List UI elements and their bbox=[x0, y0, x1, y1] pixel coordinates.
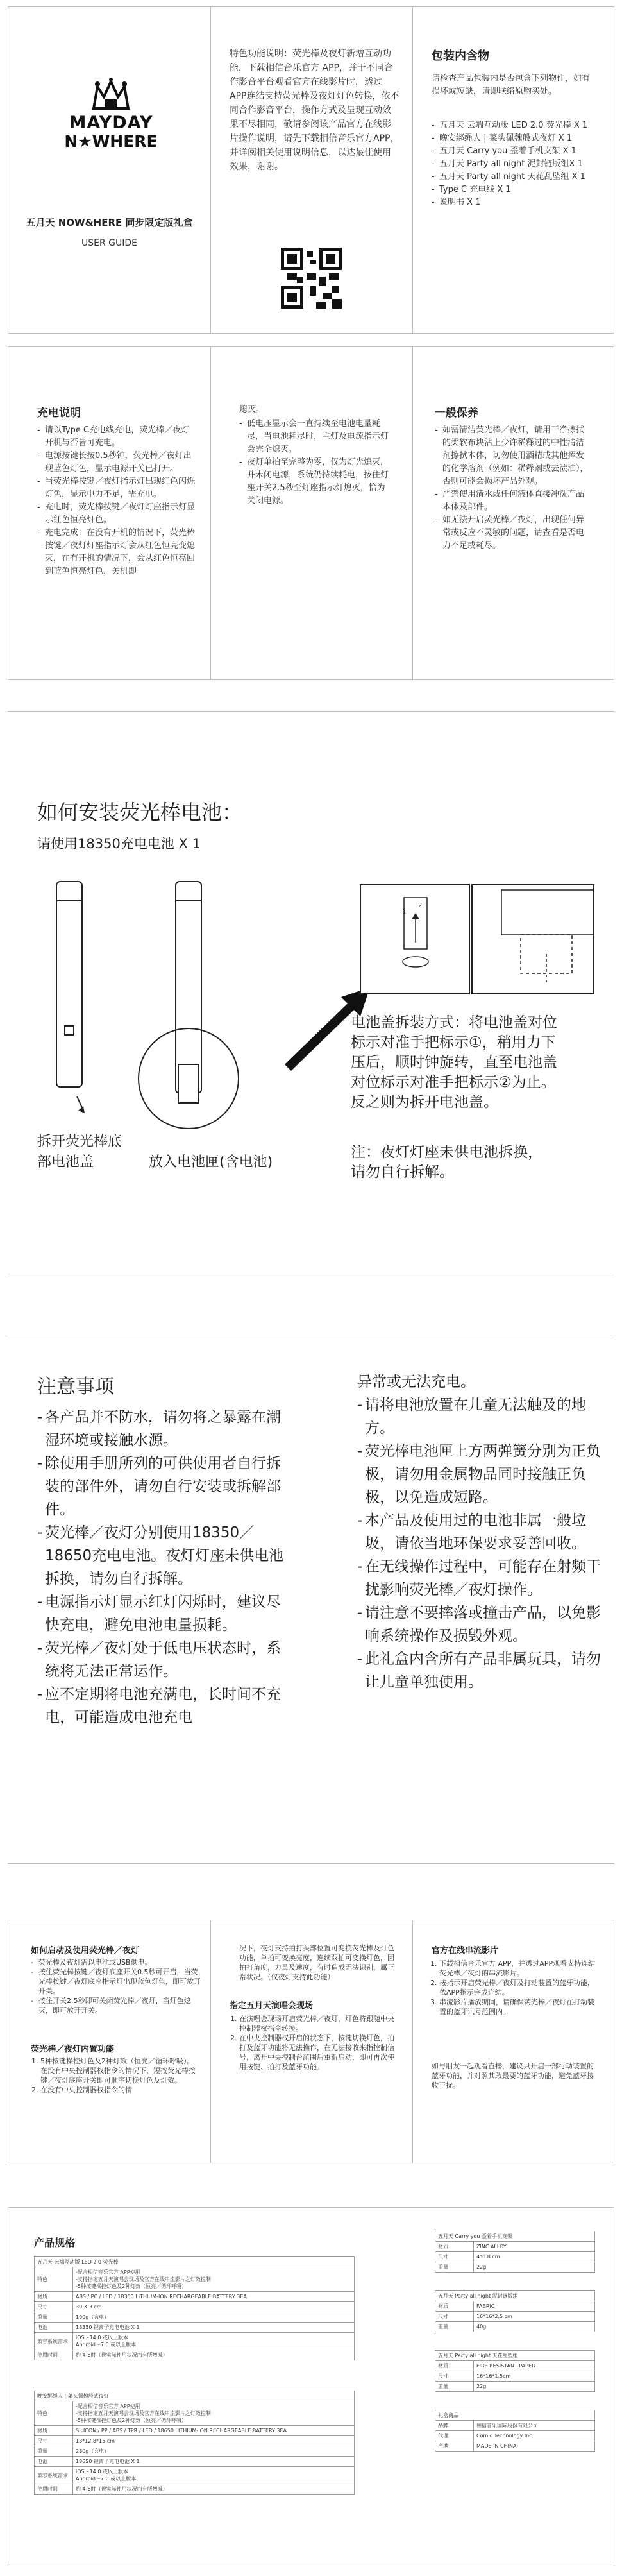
table-header-cell: 五月天 云端互动版 LED 2.0 荧光棒 bbox=[35, 2257, 355, 2267]
table-label-cell: 品牌 bbox=[435, 2421, 474, 2431]
spec-table-1 bbox=[34, 2256, 355, 2360]
table-value-cell: SILICON / PP / ABS / TPR / LED / 18650 LITHIUM-ION RECHARGEABLE BATTERY 3EA bbox=[73, 2426, 355, 2436]
table-row bbox=[35, 2457, 355, 2467]
list-item: - 低电压显示会一直持续至电池电量耗尽，当电池耗尽时，主灯及电源指示灯会完全熄灭。 bbox=[239, 418, 393, 456]
table-header-cell: 晚安绑绳人 | 菜头佩魏般式夜灯 bbox=[35, 2391, 355, 2401]
specs-title: 产品规格 bbox=[34, 2237, 76, 2249]
list-item: - 五月天 Party all night 天花乱坠组 X 1 bbox=[432, 171, 595, 183]
table-row bbox=[35, 2467, 355, 2484]
table-label-cell: 兼容系统需求 bbox=[35, 2333, 73, 2350]
charge-title: 充电说明 bbox=[37, 407, 81, 420]
table-header-cell: 五月天 Carry you 歪着手机支架 bbox=[435, 2231, 595, 2242]
table-row bbox=[35, 2312, 355, 2323]
charge-list-2 bbox=[239, 418, 393, 508]
table-row bbox=[35, 2333, 355, 2350]
spec-table bbox=[435, 2231, 595, 2273]
precautions-list-right bbox=[357, 1394, 601, 1694]
charge-list bbox=[37, 424, 198, 578]
list-item: - 电源按键长按0.5秒钟，荧光棒／夜灯出现蓝色灯色，显示电源开关已打开。 bbox=[37, 450, 198, 475]
table-row bbox=[35, 2436, 355, 2446]
spec-side-table bbox=[435, 2410, 595, 2452]
caption-open-cap: 拆开荧光棒底部电池盖 bbox=[37, 1134, 122, 1170]
list-item: - 如无法开启荧光棒／夜灯，出现任何异常或反应不灵敏的问题，请查看是否电力不足或耗尽。 bbox=[435, 514, 592, 552]
panel-cover bbox=[8, 6, 614, 334]
table-row bbox=[435, 2382, 595, 2392]
list-item: - 按住荧光棒按键／夜灯底座开关0.5秒可开启，当荧光棒按键／夜灯底座指示灯出现蓝色灯色，即可放开开关。 bbox=[31, 1967, 201, 1996]
list-item: 1. 下载相信音乐官方 APP，并透过APP观看支持连结荧光棒／夜灯的串流影片。 bbox=[439, 1959, 600, 1978]
crown-icon bbox=[88, 78, 133, 111]
list-item: 1. 在演唱会现场开启荧光棒／夜灯，灯色将跟随中央控制器权指令转换。 bbox=[239, 2014, 399, 2033]
table-row bbox=[435, 2351, 595, 2361]
table-value-cell: 16*16*2.5 cm bbox=[474, 2312, 595, 2322]
svg-text:2: 2 bbox=[418, 902, 423, 909]
usage-list bbox=[31, 1958, 201, 2015]
table-header-cell: 礼盒商品 bbox=[435, 2410, 595, 2421]
spec-table bbox=[34, 2391, 355, 2495]
list-item: - 本产品及使用过的电池非属一般垃圾，请依当地环保要求妥善回收。 bbox=[357, 1509, 601, 1555]
table-value-cell: 22g bbox=[474, 2262, 595, 2273]
table-value-cell: -配合相信音乐官方 APP使用 -支持指定五月天演唱会现场及官方在线串流影片之灯效控制 -5种按键操控灯色及2种灯效（恒亮／循环呼吸） bbox=[73, 2267, 355, 2292]
table-value-cell: ABS / PC / LED / 18350 LITHIUM-ION RECHARGEABLE BATTERY 3EA bbox=[73, 2292, 355, 2302]
table-value-cell: 22g bbox=[474, 2382, 595, 2392]
table-row bbox=[35, 2323, 355, 2333]
concert-title: 指定五月天演唱会现场 bbox=[230, 2001, 314, 2011]
list-item: - 荧光棒／夜灯分别使用18350／18650充电电池。夜灯灯座未供电池拆换，请勿自行拆解。 bbox=[37, 1521, 294, 1591]
list-item: - 五月天 云端互动版 LED 2.0 荧光棒 X 1 bbox=[432, 119, 595, 132]
contents-title: 包装内含物 bbox=[432, 49, 489, 63]
brand-subname: N★WHERE bbox=[64, 132, 158, 151]
table-value-cell: MADE IN CHINA bbox=[474, 2441, 595, 2452]
builtin-title: 荧光棒／夜灯内置功能 bbox=[31, 2045, 115, 2054]
spec-side-table bbox=[435, 2350, 595, 2392]
qr-code-icon bbox=[281, 248, 342, 309]
list-item: 1. 5种按键操控灯色及2种灯效（恒亮／循环呼吸）。在没有中央控制器权指令的情况下，短按荧光棒按键／夜灯底座开关即可顺序切换灯色及灯效。 bbox=[40, 2056, 201, 2085]
table-value-cell: 约 4-6时（视实际使用状况而有所增减） bbox=[73, 2484, 355, 2495]
table-header-cell: 五月天 Party all night 天花乱坠组 bbox=[435, 2351, 595, 2361]
table-label-cell: 材质 bbox=[435, 2301, 474, 2312]
panel-specs bbox=[8, 2207, 614, 2563]
list-item: - 此礼盒内含所有产品非属玩具，请勿让儿童单独使用。 bbox=[357, 1648, 601, 1694]
list-item: - 如需清洁荧光棒／夜灯，请用干净擦拭的柔软布块沾上少许稀释过的中性清洁剂擦拭本体，切勿使用酒精或其他挥发的化学溶剂（例如：稀释剂或去渍油），否则可能会损坏产品外观。 bbox=[435, 424, 592, 488]
table-value-cell: 280g（含电） bbox=[73, 2446, 355, 2457]
table-row bbox=[35, 2350, 355, 2360]
table-value-cell: -配合相信音乐官方 APP使用 -支持指定五月天演唱会现场及官方在线串流影片之灯效控制 -5种按键操控灯色及2种灯效（恒亮／循环呼吸） bbox=[73, 2401, 355, 2426]
table-row bbox=[435, 2291, 595, 2301]
table-row bbox=[435, 2242, 595, 2252]
table-row bbox=[435, 2322, 595, 2332]
spec-side-table bbox=[435, 2290, 595, 2332]
special-feature-text: 特色功能说明：荧光棒及夜灯新增互动功能，下载相信音乐官方 APP，并于不同合作影音平台观看官方在线影片时，透过 APP连结支持荧光棒及夜灯灯色转换，依不同合作影音平台，操作方式及呈现互动效果不尽相同，敬请参阅该产品官方在线影片操作说明，请先下载相信音乐官方APP，并详阅相关使用说明信息，以达最佳使用效果，谢谢。 bbox=[230, 49, 399, 172]
table-label-cell: 重量 bbox=[35, 2312, 73, 2323]
panel-precautions bbox=[8, 1338, 614, 1864]
builtin-continued: 况下，夜灯支持拍打头部位置可变换荧光棒及灯色功能，单拍可变换亮度，连续双拍可变换灯色，因拍打角度，力量及速度，有时造成无法识别，属正常状况。（仅夜灯支持此功能） bbox=[239, 1944, 394, 1981]
spec-table bbox=[435, 2290, 595, 2332]
product-title: 五月天 NOW&HERE 同步限定版礼盒 bbox=[26, 217, 193, 228]
table-value-cell: iOS～14.0 或以上版本 Android～7.0 或以上版本 bbox=[73, 2467, 355, 2484]
table-row bbox=[35, 2426, 355, 2436]
table-value-cell: 16*16*1.5cm bbox=[474, 2371, 595, 2382]
stream-title: 官方在线串流影片 bbox=[432, 1946, 499, 1956]
brand-name: MAYDAY bbox=[69, 113, 153, 133]
table-value-cell: Comic Technology Inc. bbox=[474, 2431, 595, 2441]
list-item: - 请以Type C充电线充电，荧光棒／夜灯开机与否皆可充电。 bbox=[37, 424, 198, 450]
list-item: - 除使用手册所列的可供使用者自行拆装的部件外，请勿自行安装或拆解部件。 bbox=[37, 1452, 294, 1521]
table-row bbox=[435, 2361, 595, 2371]
list-item: - 充电完成：在没有开机的情况下，荧光棒按键／夜灯灯座指示灯会从红色恒亮变熄灭，在有开机的情况下，会从红色恒亮回到蓝色恒亮灯色，关机即 bbox=[37, 527, 198, 578]
list-item: - 请注意不要摔落或撞击产品，以免影响系统操作及损毁外观。 bbox=[357, 1601, 601, 1648]
table-value-cell: 相信音乐国际股份有限公司 bbox=[474, 2421, 595, 2431]
panel-charging bbox=[8, 346, 614, 680]
battery-note: 注：夜灯灯座未供电池拆换，请勿自行拆解。 bbox=[351, 1144, 542, 1181]
stream-list bbox=[439, 1959, 600, 2017]
table-label-cell: 使用时间 bbox=[35, 2484, 73, 2495]
table-label-cell: 材质 bbox=[435, 2361, 474, 2371]
precautions-list-left bbox=[37, 1406, 294, 1729]
spec-table-2 bbox=[34, 2391, 355, 2495]
builtin-list bbox=[40, 2056, 201, 2095]
table-label-cell: 代理 bbox=[435, 2431, 474, 2441]
list-item: - 荧光棒电池匣上方两弹簧分别为正负极，请勿用金属物品同时接触正负极，以免造成短路。 bbox=[357, 1440, 601, 1509]
table-row bbox=[35, 2401, 355, 2426]
caption-insert-battery: 放入电池匣(含电池) bbox=[149, 1154, 273, 1170]
table-row bbox=[35, 2446, 355, 2457]
table-row bbox=[435, 2441, 595, 2452]
table-row bbox=[35, 2484, 355, 2495]
table-row bbox=[435, 2410, 595, 2421]
spec-table bbox=[34, 2256, 355, 2360]
table-value-cell: 4*0.8 cm bbox=[474, 2252, 595, 2262]
qr-code bbox=[281, 248, 342, 309]
table-row bbox=[35, 2257, 355, 2267]
list-item: - 应不定期将电池充满电，长时间不充电，可能造成电池充电 bbox=[37, 1683, 294, 1729]
table-value-cell: FIRE RESISTANT PAPER bbox=[474, 2361, 595, 2371]
table-row bbox=[435, 2262, 595, 2273]
list-item: - 电源指示灯显示红灯闪烁时，建议尽快充电，避免电池电量损耗。 bbox=[37, 1591, 294, 1637]
guide-label: USER GUIDE bbox=[81, 238, 137, 248]
table-value-cell: 100g（含电） bbox=[73, 2312, 355, 2323]
table-row bbox=[35, 2302, 355, 2312]
battery-cap-instructions: 电池盖拆装方式：将电池盖对位标示对准手把标示①，稍用力下压后，顺时钟旋转，直至电池盖对位标示对准手把标示②为止。反之则为拆开电池盖。 bbox=[351, 1014, 557, 1111]
table-value-cell: 30 X 3 cm bbox=[73, 2302, 355, 2312]
list-item: - Type C 充电线 X 1 bbox=[432, 183, 595, 196]
brand-logo bbox=[63, 78, 159, 151]
list-item: - 夜灯单拍至完整为零，仅为灯光熄灭，并未闭电源，系统仍持续耗电，按住灯座开关2.5秒至灯座指示灯熄灭，恰为关闭电源。 bbox=[239, 456, 393, 508]
list-item: - 在无线操作过程中，可能存在射频干扰影响荧光棒／夜灯操作。 bbox=[357, 1555, 601, 1601]
table-row bbox=[435, 2431, 595, 2441]
list-item: - 各产品并不防水，请勿将之暴露在潮湿环境或接触水源。 bbox=[37, 1406, 294, 1452]
list-item: - 荧光棒及夜灯需以电池或USB供电。 bbox=[31, 1958, 201, 1967]
table-row bbox=[435, 2301, 595, 2312]
table-value-cell: 40g bbox=[474, 2322, 595, 2332]
table-value-cell: 18350 锂离子充电电池 X 1 bbox=[73, 2323, 355, 2333]
care-list bbox=[435, 424, 592, 552]
table-row bbox=[435, 2371, 595, 2382]
table-row bbox=[35, 2267, 355, 2292]
panel-operation bbox=[8, 1920, 614, 2163]
list-item: - 荧光棒／夜灯处于低电压状态时，系统将无法正常运作。 bbox=[37, 1637, 294, 1683]
contents-list bbox=[432, 119, 595, 209]
list-item: - 晚安绑绳人 | 菜头佩魏般式夜灯 X 1 bbox=[432, 132, 595, 145]
precautions-title: 注意事项 bbox=[37, 1376, 114, 1398]
table-label-cell: 特色 bbox=[35, 2267, 73, 2292]
list-item: 2. 在中央控制器权开启的状态下，按键切换灯色，拍打及蓝牙功能将无法操作，在无法接收来指控制信号，离开中央控制台范围后重新启动，即可再次使用按键、拍打及蓝牙功能。 bbox=[239, 2033, 399, 2072]
list-item: - 当荧光棒按键／夜灯指示灯出现红色闪烁灯色，显示电力不足，需充电。 bbox=[37, 475, 198, 501]
table-row bbox=[35, 2391, 355, 2401]
table-label-cell: 尺寸 bbox=[435, 2252, 474, 2262]
table-label-cell: 重量 bbox=[435, 2262, 474, 2273]
table-label-cell: 特色 bbox=[35, 2401, 73, 2426]
list-item: - 五月天 Party all night 泥封链版组X 1 bbox=[432, 158, 595, 171]
table-label-cell: 电池 bbox=[35, 2323, 73, 2333]
list-item: - 按住开关2.5秒即可关闭荧光棒／夜灯，当灯色熄灭，即可放开开关。 bbox=[31, 1996, 201, 2015]
table-label-cell: 使用时间 bbox=[35, 2350, 73, 2360]
table-row bbox=[435, 2252, 595, 2262]
table-label-cell: 尺寸 bbox=[435, 2312, 474, 2322]
list-item: - 严禁使用清水或任何液体直接冲洗产品本体及部件。 bbox=[435, 488, 592, 514]
table-label-cell: 材质 bbox=[435, 2242, 474, 2252]
stream-note: 如与朋友一起观看直播，建议只开启一部行动装置的蓝牙功能，并对照其敢最要的蓝牙功能，避免蓝牙接收干扰。 bbox=[432, 2062, 594, 2090]
table-value-cell: FABRIC bbox=[474, 2301, 595, 2312]
list-item: - 充电时，荧光棒按键／夜灯灯座指示灯显示红色恒亮灯色。 bbox=[37, 501, 198, 527]
list-item: - 说明书 X 1 bbox=[432, 196, 595, 209]
usage-title: 如何启动及使用荧光棒／夜灯 bbox=[31, 1946, 140, 1956]
table-value-cell: 18650 锂离子充电电池 X 1 bbox=[73, 2457, 355, 2467]
table-label-cell: 重量 bbox=[35, 2446, 73, 2457]
lightstick-icon bbox=[56, 882, 82, 1087]
table-label-cell: 材质 bbox=[35, 2292, 73, 2302]
concert-list bbox=[239, 2014, 399, 2072]
table-header-cell: 五月天 Party all night 泥封链版组 bbox=[435, 2291, 595, 2301]
table-value-cell: 13*12.8*15 cm bbox=[73, 2436, 355, 2446]
precautions-continued: 异常或无法充电。 bbox=[357, 1374, 475, 1390]
table-label-cell: 产地 bbox=[435, 2441, 474, 2452]
table-label-cell: 尺寸 bbox=[35, 2436, 73, 2446]
charge-continued: 熄灭。 bbox=[239, 405, 265, 414]
battery-subtitle: 请使用18350充电电池 X 1 bbox=[37, 836, 201, 851]
table-row bbox=[435, 2421, 595, 2431]
table-label-cell: 材质 bbox=[35, 2426, 73, 2436]
battery-title: 如何安装荧光棒电池： bbox=[37, 800, 243, 824]
spec-side-tables bbox=[435, 2231, 595, 2469]
table-value-cell: 约 4-6时（视实际使用状况而有所增减） bbox=[73, 2350, 355, 2360]
list-item: - 请将电池放置在儿童无法触及的地方。 bbox=[357, 1394, 601, 1440]
spec-side-table bbox=[435, 2231, 595, 2273]
spec-table bbox=[435, 2410, 595, 2452]
spec-table bbox=[435, 2350, 595, 2392]
contents-intro: 请检查产品包装内是否包含下列物件，如有损坏或短缺，请即联络原购买处。 bbox=[432, 74, 591, 96]
table-label-cell: 尺寸 bbox=[435, 2371, 474, 2382]
list-item: - 五月天 Carry you 歪着手机支架 X 1 bbox=[432, 145, 595, 158]
svg-text:1: 1 bbox=[402, 908, 407, 916]
table-row bbox=[35, 2292, 355, 2302]
table-row bbox=[435, 2231, 595, 2242]
care-title: 一般保养 bbox=[435, 407, 478, 420]
table-label-cell: 尺寸 bbox=[35, 2302, 73, 2312]
list-item: 2. 在没有中央控制器权指令的情 bbox=[40, 2085, 201, 2095]
table-label-cell: 兼容系统需求 bbox=[35, 2467, 73, 2484]
table-label-cell: 重量 bbox=[435, 2322, 474, 2332]
panel-battery bbox=[8, 711, 614, 1275]
list-item: 2. 按指示开启荧光棒／夜灯及打动装置的蓝牙功能，依APP指示完成连结。 bbox=[439, 1978, 600, 1997]
table-value-cell: ZINC ALLOY bbox=[474, 2242, 595, 2252]
table-label-cell: 电池 bbox=[35, 2457, 73, 2467]
table-row bbox=[435, 2312, 595, 2322]
table-value-cell: iOS～14.0 或以上版本 Android～7.0 或以上版本 bbox=[73, 2333, 355, 2350]
lightstick-icon bbox=[176, 882, 201, 1093]
table-label-cell: 重量 bbox=[435, 2382, 474, 2392]
list-item: 3. 串流影片播放期间，请确保荧光棒／夜灯在打动装置的蓝牙讯号范围内。 bbox=[439, 1997, 600, 2017]
